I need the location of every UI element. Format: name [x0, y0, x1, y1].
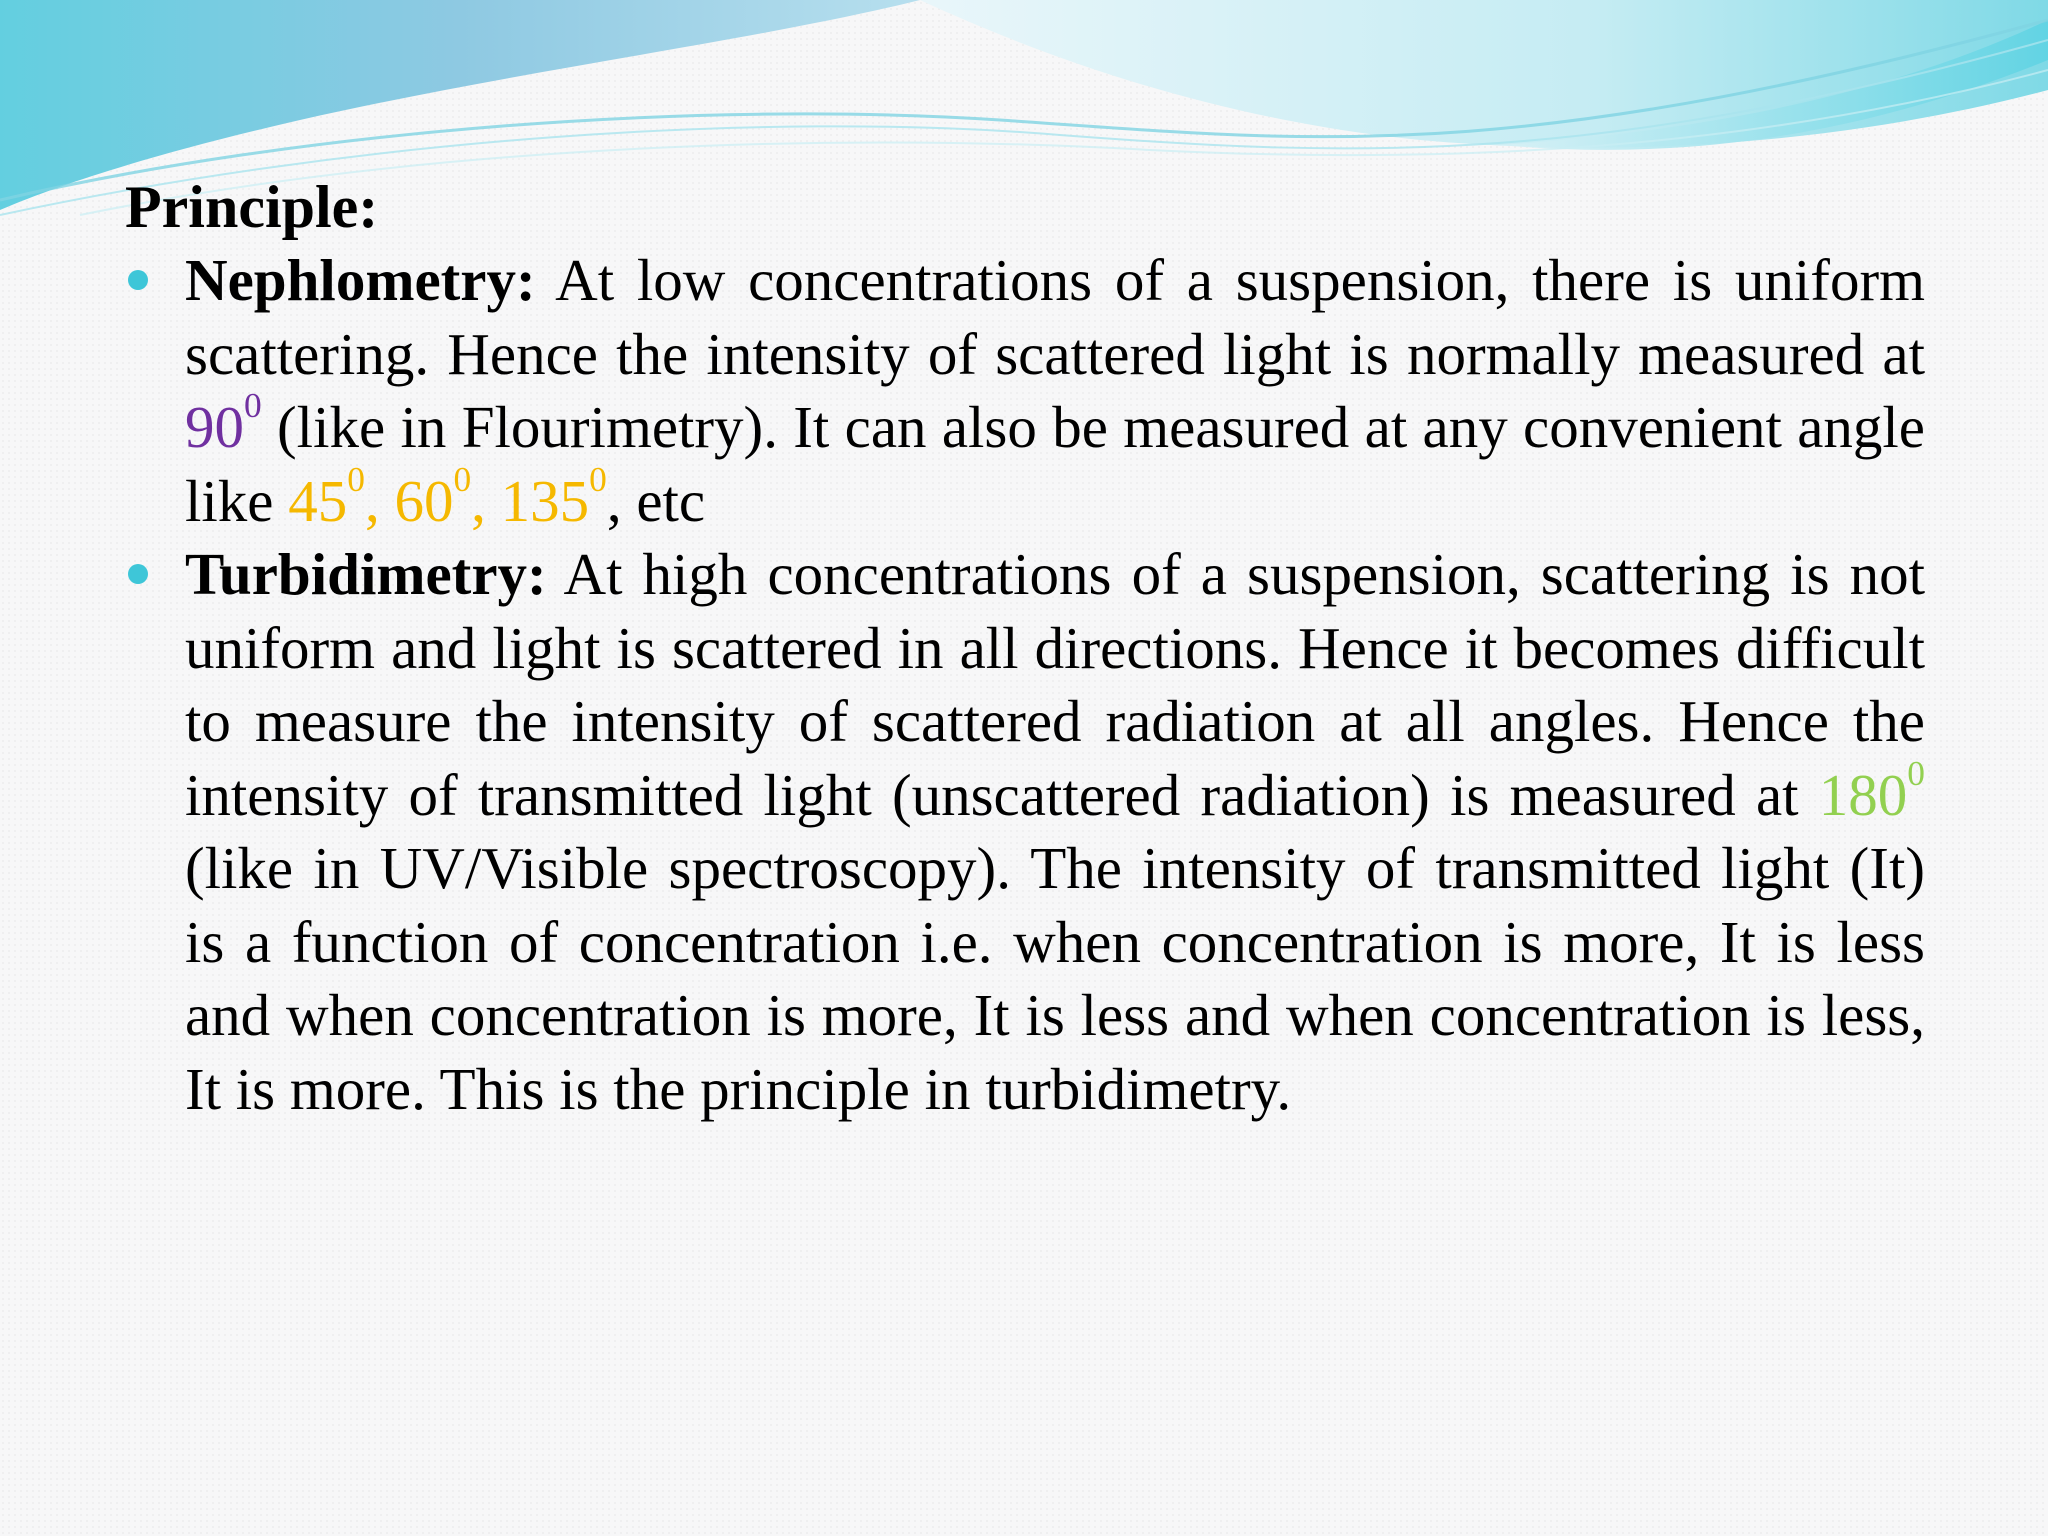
- slide-body: [125, 172, 1925, 1126]
- angle-value: $180^0$: [1818, 752, 1925, 828]
- term-nephlometry: Nephlometry:: [185, 247, 536, 313]
- bullet-dot-icon: [128, 564, 148, 584]
- bullet-text: At high concentrations of a suspension, scattering is not uniform and light is scattered in all directions. Hence it becomes difficult to measure the intensity of scattered radiation at all angles. Hence the intensity of transmitted light (unscattered radiation) is measured at: [185, 541, 1925, 828]
- bullet-text: (like in UV/Visible spectroscopy). The intensity of transmitted light (It) is a function of concentration i.e. when concentration is more, It is less and when concentration is more, It is less and when concentration is less, It is more. This is the principle in turbidimetry.: [185, 835, 1925, 1122]
- bullet-text: , etc: [606, 467, 706, 534]
- bullet-dot-icon: [128, 270, 148, 290]
- term-turbidimetry: Turbidimetry:: [185, 541, 547, 607]
- bullet-list: [125, 244, 1925, 1126]
- bullet-turbidimetry: [125, 538, 1925, 1126]
- bullet-nephlometry: [125, 244, 1925, 538]
- bullet-text: (like in Flourimetry). It can also be measured at any convenient angle like: [185, 394, 1925, 534]
- angle-value: $90^0$: [185, 384, 262, 460]
- slide-title: Principle:: [125, 174, 379, 240]
- angle-values: $45^0$, $60^0$, $135^0$: [288, 458, 607, 534]
- bullet-text: At low concentrations of a suspension, there is uniform scattering. Hence the intensity of scattered light is normally measured at: [185, 247, 1925, 387]
